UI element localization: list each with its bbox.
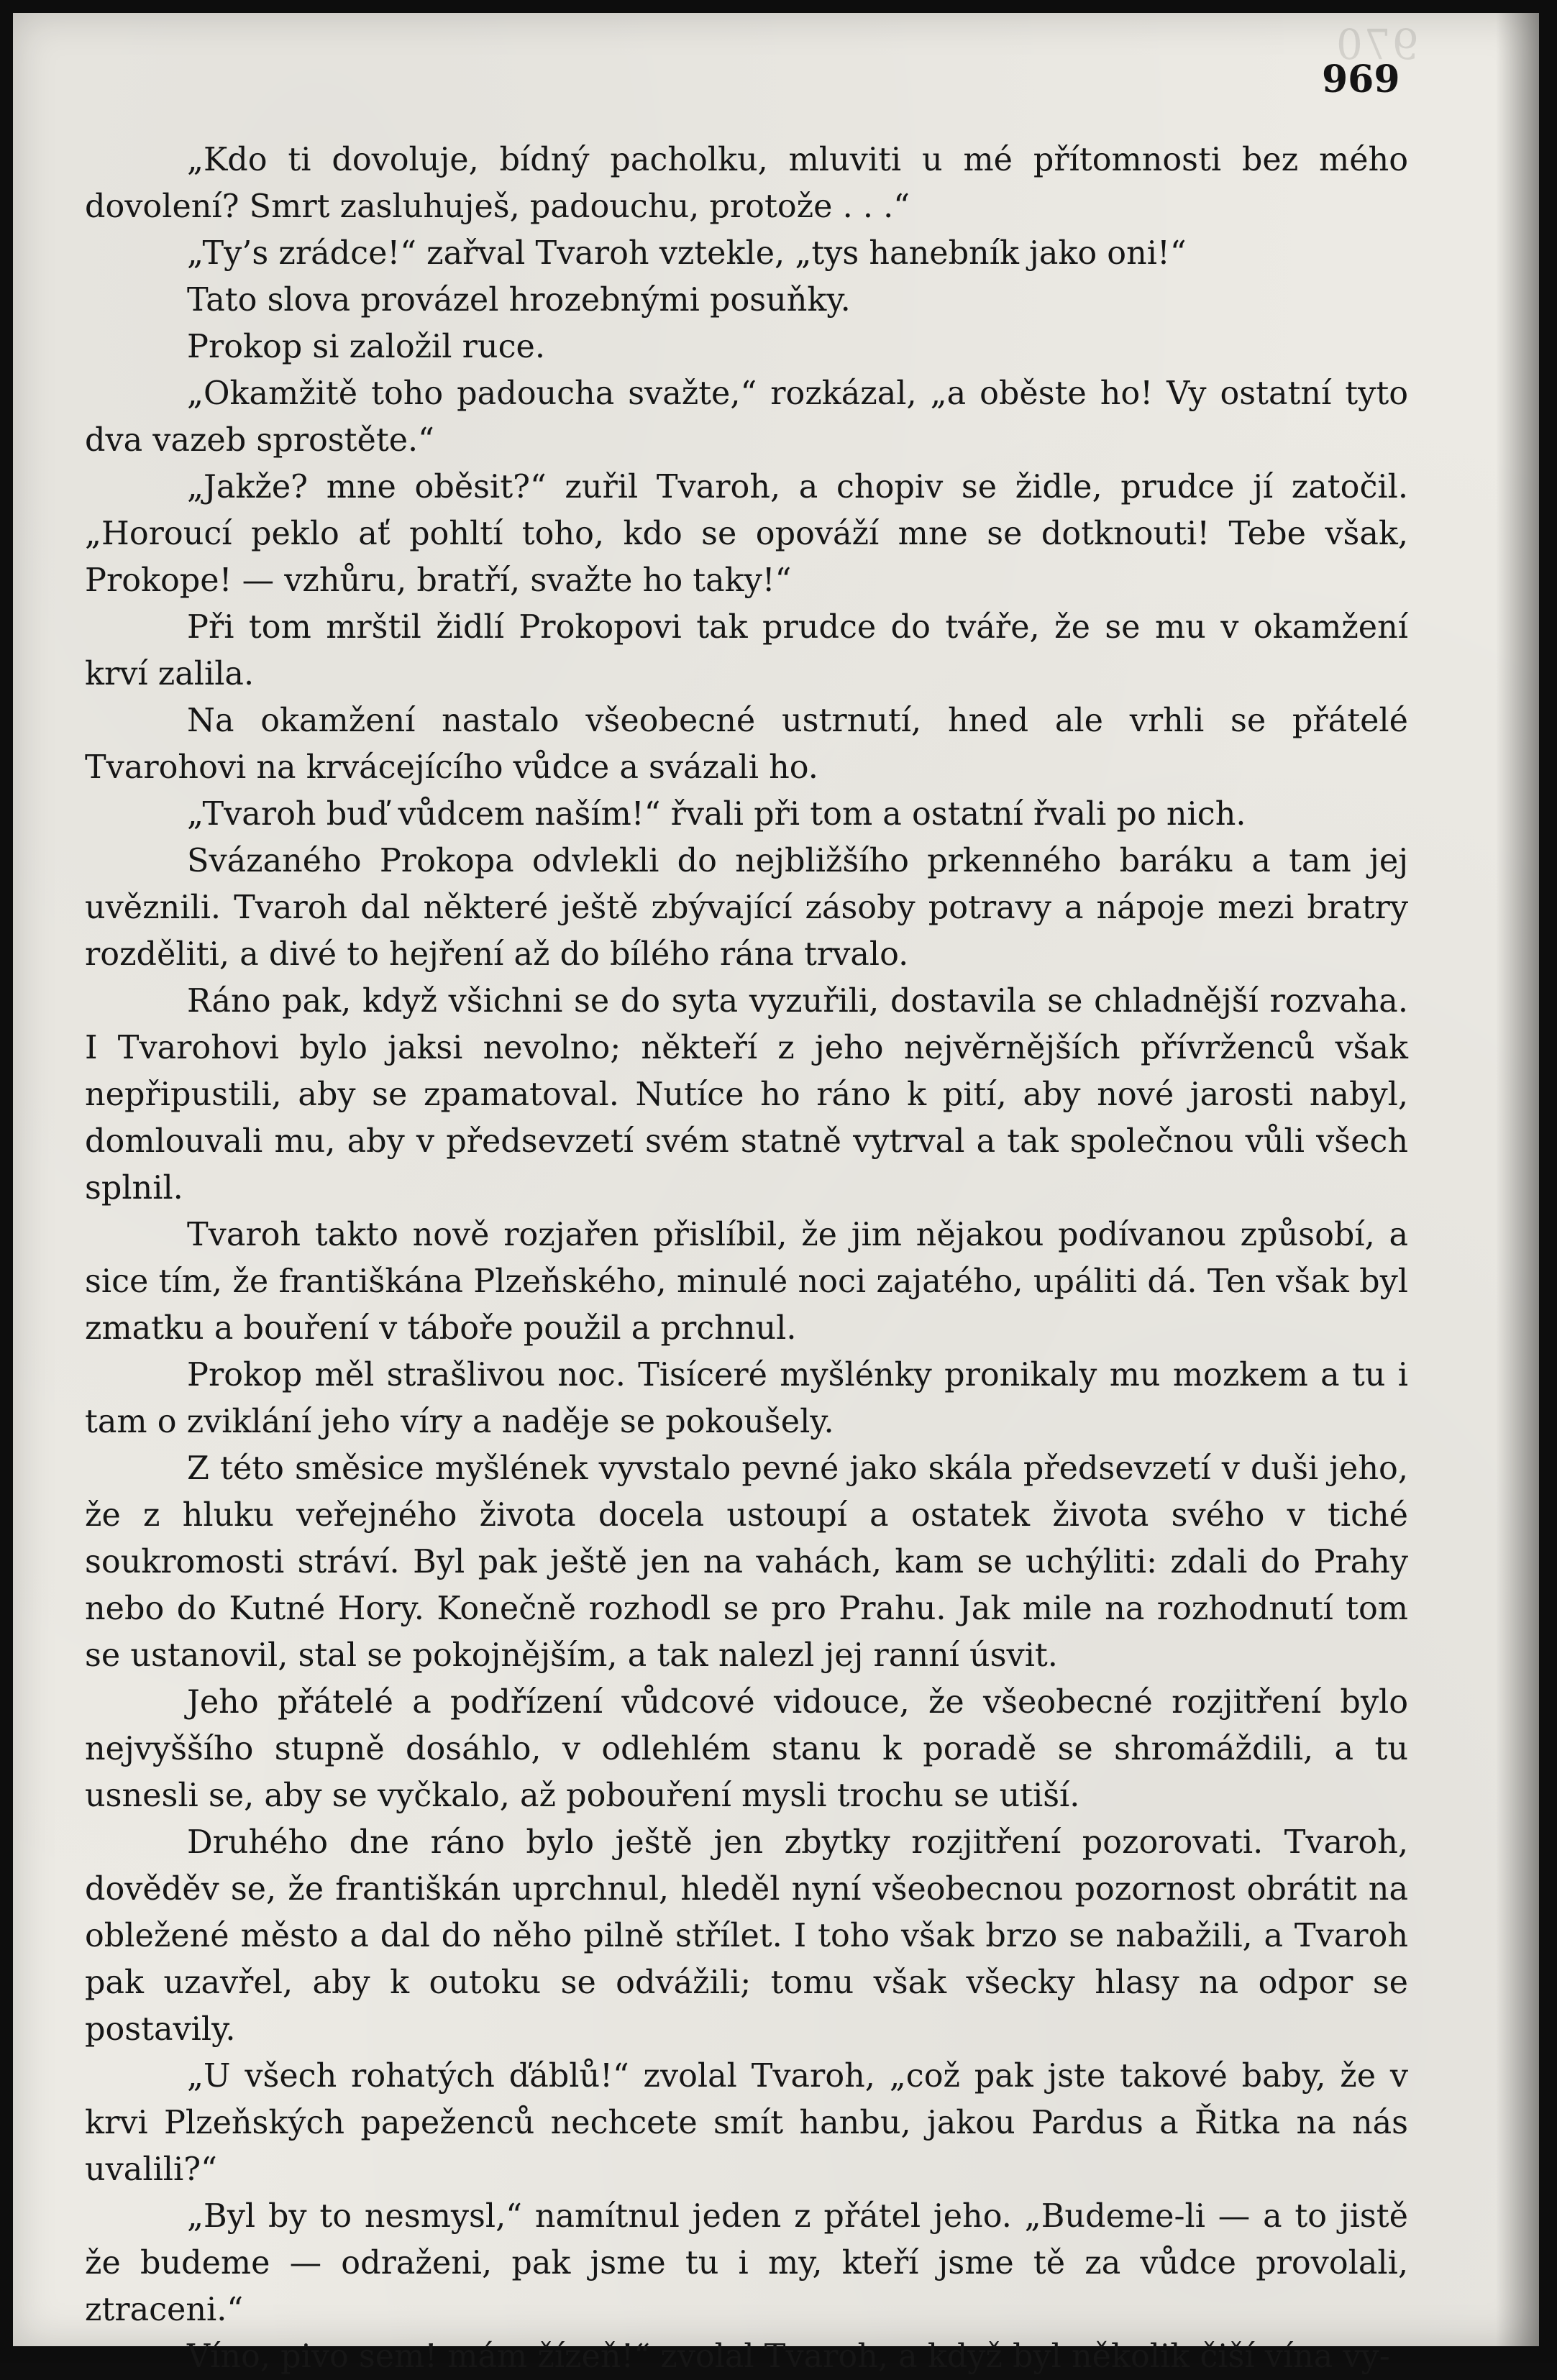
paragraph: Svázaného Prokopa odvlekli do nejbližšího prkenného baráku a tam jej uvěznili. Tvaroh dal některé ještě zbývající zásoby potravy a nápoje mezi bratry rozděliti, a divé to hejření až do bílého rána trvalo. — [85, 843, 1408, 973]
paragraph: Jeho přátelé a podřízení vůdcové vidouce, že všeobecné rozjitření bylo nejvyššího stupně dosáhlo, v odlehlém stanu k poradě se shromáždili, a tu usnesli se, aby se vyčkalo, až pobouření mysli trochu se utiší. — [85, 1684, 1408, 1814]
paragraph: Víno, pivo sem! mám žízeň!“ zvolal Tvaroh, a když byl několik čiší vína vy- — [187, 2338, 1390, 2375]
paragraph: Na okamžení nastalo všeobecné ustrnutí, hned ale vrhli se přátelé Tvarohovi na krvácejícího vůdce a svázali ho. — [85, 702, 1408, 786]
paragraph: „Okamžitě toho padoucha svažte,“ rozkázal, „a oběste ho! Vy ostatní tyto dva vazeb sprostěte.“ — [85, 375, 1408, 459]
paragraph: Prokop si založil ruce. — [187, 329, 545, 365]
page-number: 969 — [1322, 58, 1400, 101]
paragraph: Tvaroh takto nově rozjařen přislíbil, že jim nějakou podívanou způsobí, a sice tím, že františkána Plzeňského, minulé noci zajatého, upáliti dá. Ten však byl zmatku a bouření v táboře použil a prchnul. — [85, 1217, 1408, 1347]
paragraph: „Tvaroh buď vůdcem naším!“ řvali při tom a ostatní řvali po nich. — [187, 796, 1246, 833]
paragraph: „Kdo ti dovoluje, bídný pacholku, mluviti u mé přítomnosti bez mého dovolení? Smrt zasluhuješ, padouchu, protože . . .“ — [85, 142, 1408, 225]
paragraph: „Jakže? mne oběsit?“ zuřil Tvaroh, a chopiv se židle, prudce jí zatočil. „Horoucí peklo ať pohltí toho, kdo se opováží mne se dotknouti! Tebe však, Prokope! — vzhůru, bratří, svažte ho taky!“ — [85, 469, 1408, 599]
paragraph: Druhého dne ráno bylo ještě jen zbytky rozjitření pozorovati. Tvaroh, dověděv se, že františkán uprchnul, hleděl nyní všeobecnou pozornost obrátit na obležené město a dal do něho pilně střílet. I toho však brzo se nabažili, a Tvaroh pak uzavřel, aby k outoku se odvážili; tomu však všecky hlasy na odpor se postavily. — [85, 1824, 1408, 2048]
paragraph: Prokop měl strašlivou noc. Tisíceré myšlénky pronikaly mu mozkem a tu i tam o zviklání jeho víry a naděje se pokoušely. — [85, 1357, 1408, 1440]
body-text — [85, 137, 1408, 2380]
paragraph: „Ty’s zrádce!“ zařval Tvaroh vztekle, „tys hanebník jako oni!“ — [187, 235, 1187, 272]
book-page — [13, 13, 1539, 2375]
paragraph: Ráno pak, když všichni se do syta vyzuřili, dostavila se chladnější rozvaha. I Tvarohovi bylo jaksi nevolno; někteří z jeho nejvěrnějších přívrženců však nepřipustili, aby se zpamatoval. Nutíce ho ráno k pití, aby nové jarosti nabyl, domlouvali mu, aby v předsevzetí svém statně vytrval a tak společnou vůli všech splnil. — [85, 983, 1408, 1207]
bleed-through-mark: 970 — [1335, 20, 1419, 69]
paragraph: „U všech rohatých ďáblů!“ zvolal Tvaroh, „což pak jste takové baby, že v krvi Plzeňských papeženců nechcete smít hanbu, jakou Pardus a Řitka na nás uvalili?“ — [85, 2058, 1408, 2188]
paragraph: Z této směsice myšlének vyvstalo pevné jako skála předsevzetí v duši jeho, že z hluku veřejného života docela ustoupí a ostatek života svého v tiché soukromosti stráví. Byl pak ještě jen na vahách, kam se uchýliti: zdali do Prahy nebo do Kutné Hory. Konečně rozhodl se pro Prahu. Jak mile na rozhodnutí tom se ustanovil, stal se pokojnějším, a tak nalezl jej ranní úsvit. — [85, 1450, 1408, 1674]
paragraph: „Byl by to nesmysl,“ namítnul jeden z přátel jeho. „Budeme-li — a to jistě že budeme — odraženi, pak jsme tu i my, kteří jsme tě za vůdce provolali, ztraceni.“ — [85, 2198, 1408, 2328]
page-fold-shadow — [1496, 13, 1539, 2346]
paragraph: Při tom mrštil židlí Prokopovi tak prudce do tváře, že se mu v okamžení krví zalila. — [85, 609, 1408, 692]
paragraph: Tato slova provázel hrozebnými posuňky. — [187, 282, 851, 319]
